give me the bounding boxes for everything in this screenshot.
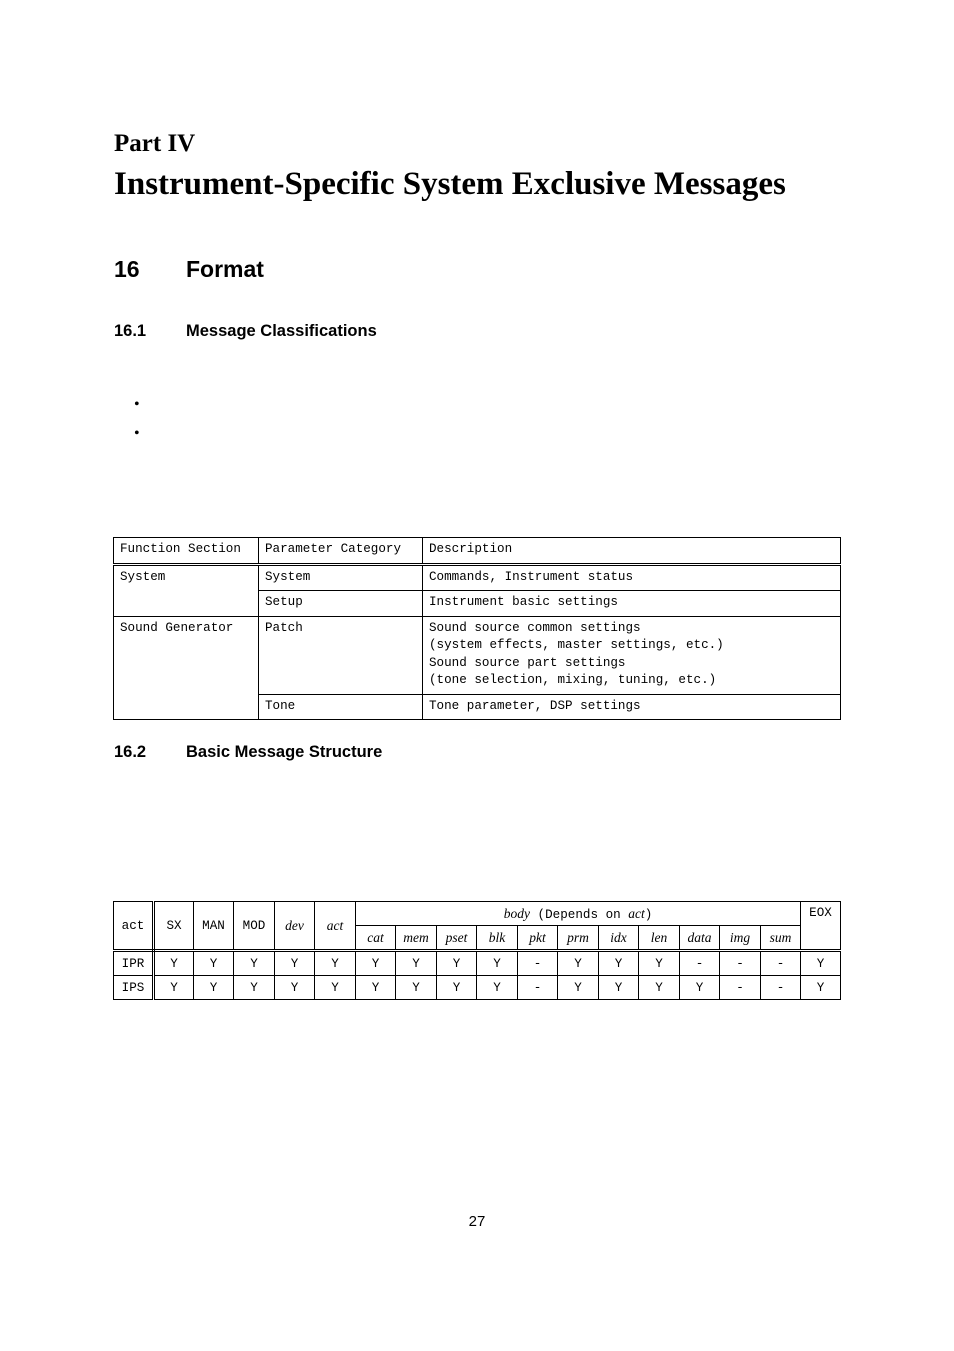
table-header-cell: act bbox=[114, 902, 154, 951]
body-note-close: ) bbox=[644, 907, 653, 922]
table-cell: Y bbox=[477, 951, 518, 976]
function-section-cell: System bbox=[114, 564, 259, 616]
table-cell: Y bbox=[194, 951, 234, 976]
table-cell: Y bbox=[599, 951, 639, 976]
body-field-cell: data bbox=[680, 926, 720, 951]
body-field-cell: pkt bbox=[518, 926, 558, 951]
body-field-cell: blk bbox=[477, 926, 518, 951]
body-field-cell: img bbox=[720, 926, 761, 951]
table-cell: - bbox=[720, 976, 761, 1000]
body-note: (Depends on bbox=[537, 907, 621, 922]
table-cell: - bbox=[518, 951, 558, 976]
body-header-cell bbox=[356, 902, 801, 926]
description-cell bbox=[423, 694, 841, 720]
table-header-cell: Function Section bbox=[114, 538, 259, 565]
body-field-cell: mem bbox=[396, 926, 437, 951]
table-row bbox=[114, 564, 841, 591]
table-header-cell: SX bbox=[154, 902, 194, 951]
table-cell: Y bbox=[558, 976, 599, 1000]
table-cell: Y bbox=[315, 951, 356, 976]
table-header-cell: dev bbox=[275, 902, 315, 951]
table-cell: Y bbox=[437, 951, 477, 976]
table-cell: Y bbox=[396, 976, 437, 1000]
table-cell: Y bbox=[680, 976, 720, 1000]
description-line: (system effects, master settings, etc.) bbox=[429, 638, 724, 652]
table-cell: Y bbox=[194, 976, 234, 1000]
table-cell: Y bbox=[396, 951, 437, 976]
table-header-cell: act bbox=[315, 902, 356, 951]
table-header-row bbox=[114, 902, 841, 926]
table-cell: - bbox=[518, 976, 558, 1000]
table-cell: Y bbox=[275, 976, 315, 1000]
body-label: body bbox=[503, 905, 530, 921]
table-cell: - bbox=[761, 951, 801, 976]
page-number: 27 bbox=[468, 1213, 486, 1230]
table-cell: Y bbox=[356, 951, 396, 976]
table-row bbox=[114, 616, 841, 694]
description-line: (tone selection, mixing, tuning, etc.) bbox=[429, 673, 717, 687]
table-cell: Y bbox=[234, 951, 275, 976]
description-line: Sound source common settings bbox=[429, 620, 641, 635]
description-line: Sound source part settings bbox=[429, 655, 626, 670]
table-cell: - bbox=[720, 951, 761, 976]
table-cell: Y bbox=[315, 976, 356, 1000]
table-cell: Y bbox=[154, 951, 194, 976]
description-line: Commands, Instrument status bbox=[429, 569, 634, 584]
table-row bbox=[114, 951, 841, 976]
table-cell: Y bbox=[437, 976, 477, 1000]
parameter-category-cell: Patch bbox=[259, 616, 423, 694]
part-label: Part IV bbox=[114, 130, 196, 157]
bullet-item: • bbox=[134, 396, 140, 413]
table-cell: Y bbox=[356, 976, 396, 1000]
body-field-cell: idx bbox=[599, 926, 639, 951]
description-cell bbox=[423, 591, 841, 617]
description-cell bbox=[423, 564, 841, 591]
body-field-cell: pset bbox=[437, 926, 477, 951]
table-header-cell: EOX bbox=[801, 902, 841, 951]
description-line: Instrument basic settings bbox=[429, 595, 618, 609]
table-cell: - bbox=[680, 951, 720, 976]
subsection-number: 16.1 bbox=[114, 322, 147, 340]
table-cell: Y bbox=[801, 951, 841, 976]
table-header-cell: Description bbox=[423, 538, 841, 565]
table-cell: Y bbox=[275, 951, 315, 976]
table-row bbox=[114, 976, 841, 1000]
description-line: Tone parameter, DSP settings bbox=[429, 698, 641, 713]
subsection-title: Basic Message Structure bbox=[186, 743, 383, 761]
parameter-category-cell: Tone bbox=[259, 694, 423, 720]
part-title: Instrument-Specific System Exclusive Messages bbox=[114, 166, 786, 202]
body-note-act: act bbox=[628, 905, 645, 921]
table-header-cell: MAN bbox=[194, 902, 234, 951]
classifications-table bbox=[113, 537, 841, 720]
message-structure-table bbox=[113, 901, 841, 1000]
table-cell: Y bbox=[639, 976, 680, 1000]
subsection-number: 16.2 bbox=[114, 743, 147, 761]
body-field-cell: cat bbox=[356, 926, 396, 951]
section-number: 16 bbox=[114, 256, 140, 282]
act-cell: IPR bbox=[114, 951, 154, 976]
body-field-cell: sum bbox=[761, 926, 801, 951]
table-cell: - bbox=[761, 976, 801, 1000]
subsection-title: Message Classifications bbox=[186, 322, 377, 340]
table-header-cell: MOD bbox=[234, 902, 275, 951]
section-title: Format bbox=[186, 256, 264, 282]
body-field-cell: len bbox=[639, 926, 680, 951]
table-header-cell: Parameter Category bbox=[259, 538, 423, 565]
table-cell: Y bbox=[639, 951, 680, 976]
table-cell: Y bbox=[477, 976, 518, 1000]
bullet-item: • bbox=[134, 425, 140, 442]
table-cell: Y bbox=[801, 976, 841, 1000]
table-header-row bbox=[114, 538, 841, 565]
table-cell: Y bbox=[154, 976, 194, 1000]
body-field-cell: prm bbox=[558, 926, 599, 951]
description-cell bbox=[423, 616, 841, 694]
act-cell: IPS bbox=[114, 976, 154, 1000]
table-cell: Y bbox=[234, 976, 275, 1000]
function-section-cell: Sound Generator bbox=[114, 616, 259, 720]
table-cell: Y bbox=[558, 951, 599, 976]
table-cell: Y bbox=[599, 976, 639, 1000]
parameter-category-cell: System bbox=[259, 564, 423, 591]
parameter-category-cell: Setup bbox=[259, 591, 423, 617]
